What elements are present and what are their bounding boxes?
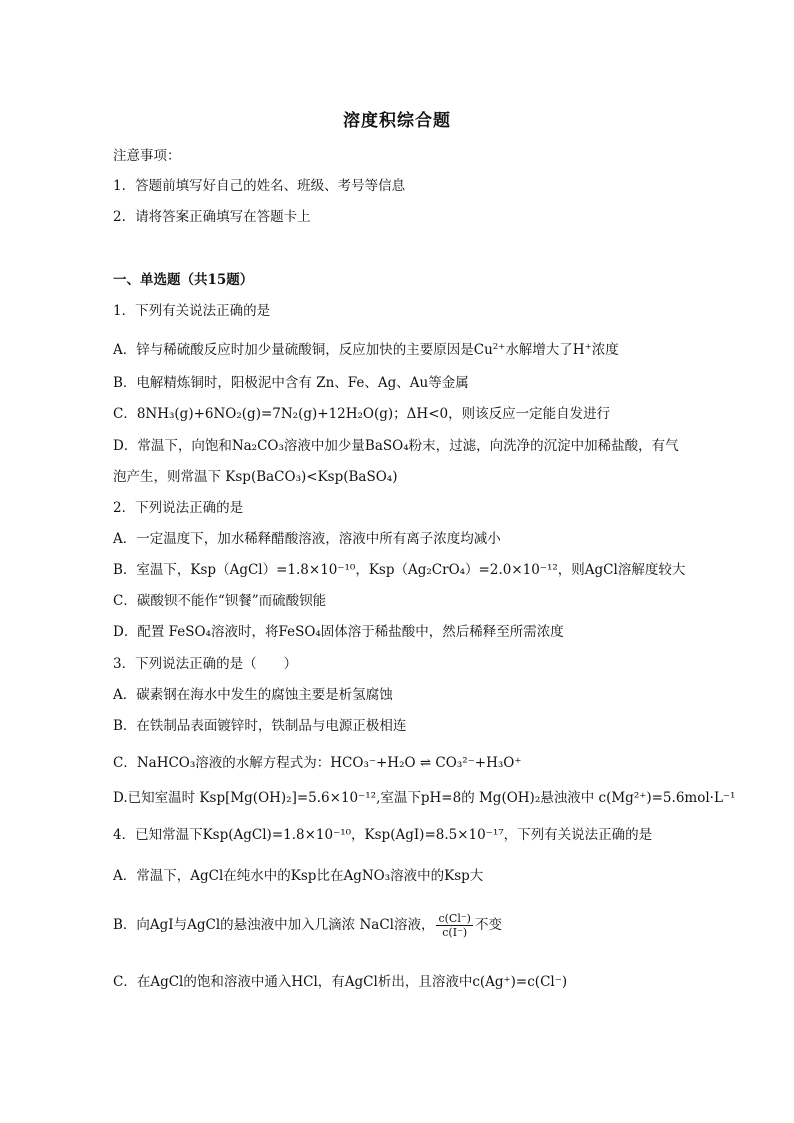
section-heading: 一、单选题（共15题）: [113, 272, 254, 288]
q4-option-c: C．在AgCl的饱和溶液中通入HCl，有AgCl析出，且溶液中c(Ag⁺)=c(Cl⁻): [113, 974, 568, 990]
q1-option-c: C．8NH₃(g)+6NO₂(g)=7N₂(g)+12H₂O(g)；ΔH<0，则该反应一定能自发进行: [113, 406, 611, 422]
notice-header: 注意事项：: [113, 148, 181, 164]
q2-option-d: D．配置 FeSO₄溶液时，将FeSO₄固体溶于稀盐酸中，然后稀释至所需浓度: [113, 624, 564, 640]
q1-a-post: 水解增大了H: [505, 342, 585, 358]
q1-option-b: B．电解精炼铜时，阳极泥中含有 Zn、Fe、Ag、Au等金属: [113, 375, 469, 391]
q4-b-post: 不变: [474, 917, 502, 933]
q1-a-end: 浓度: [591, 342, 619, 358]
q2-option-b: B．室温下，Ksp（AgCl）=1.8×10⁻¹⁰，Ksp（Ag₂CrO₄）=2.0×10⁻¹²，则AgCl溶解度较大: [113, 562, 686, 578]
q2-option-a: A．一定温度下，加水稀释醋酸溶液，溶液中所有离子浓度均减小: [113, 531, 501, 547]
q3-option-d: D.已知室温时 Ksp[Mg(OH)₂]=5.6×10⁻¹²,室温下pH=8的 Mg(OH)₂悬浊液中 c(Mg²⁺)=5.6mol·L⁻¹: [113, 790, 736, 806]
q3-option-a: A．碳素钢在海水中发生的腐蚀主要是析氢腐蚀: [113, 687, 393, 703]
notice-item-2: 2．请将答案正确填写在答题卡上: [113, 209, 311, 225]
q3-option-c: C．NaHCO₃溶液的水解方程式为：HCO₃⁻+H₂O ⇌ CO₃²⁻+H₃O⁺: [113, 755, 522, 771]
q1-option-a: A．锌与稀硫酸反应时加少量硫酸铜，反应加快的主要原因是$Cu^{2+}$水解增大了H+浓度: [113, 342, 619, 358]
q1-option-d-line1: D．常温下，向饱和Na₂CO₃溶液中加少量BaSO₄粉末，过滤，向洗净的沉淀中加稀盐酸，有气: [113, 438, 679, 454]
notice-item-1: 1．答题前填写好自己的姓名、班级、考号等信息: [113, 178, 406, 194]
q3-stem: 3．下列说法正确的是（ ）: [113, 656, 298, 672]
q3-option-b: B．在铁制品表面镀锌时，铁制品与电源正极相连: [113, 718, 407, 734]
q4-option-b: [113, 912, 713, 939]
fraction-numerator: c(Cl⁻): [438, 912, 471, 925]
q4-b-pre: B．向AgI与AgCl的悬浊液中加入几滴浓 NaCl溶液，: [113, 917, 435, 933]
fraction-denominator: c(I⁻): [442, 926, 468, 939]
q2-option-c: C．碳酸钡不能作“钡餐”而硫酸钡能: [113, 593, 327, 609]
q1-option-d-line2: 泡产生，则常温下 Ksp(BaCO₃)<Ksp(BaSO₄): [113, 469, 398, 485]
q2-stem: 2．下列说法正确的是: [113, 500, 244, 516]
q4-option-a: A．常温下，AgCl在纯水中的Ksp比在AgNO₃溶液中的Ksp大: [113, 868, 484, 884]
q4-stem: 4．已知常温下Ksp(AgCl)=1.8×10⁻¹⁰，Ksp(AgI)=8.5×10⁻¹⁷，下列有关说法正确的是: [113, 827, 653, 843]
q1-stem: 1．下列有关说法正确的是: [113, 303, 271, 319]
page-title: 溶度积综合题: [343, 111, 451, 131]
q1-a-pre: A．锌与稀硫酸反应时加少量硫酸铜，反应加快的主要原因是Cu: [113, 342, 493, 358]
concentration-ratio-fraction: [436, 912, 472, 939]
